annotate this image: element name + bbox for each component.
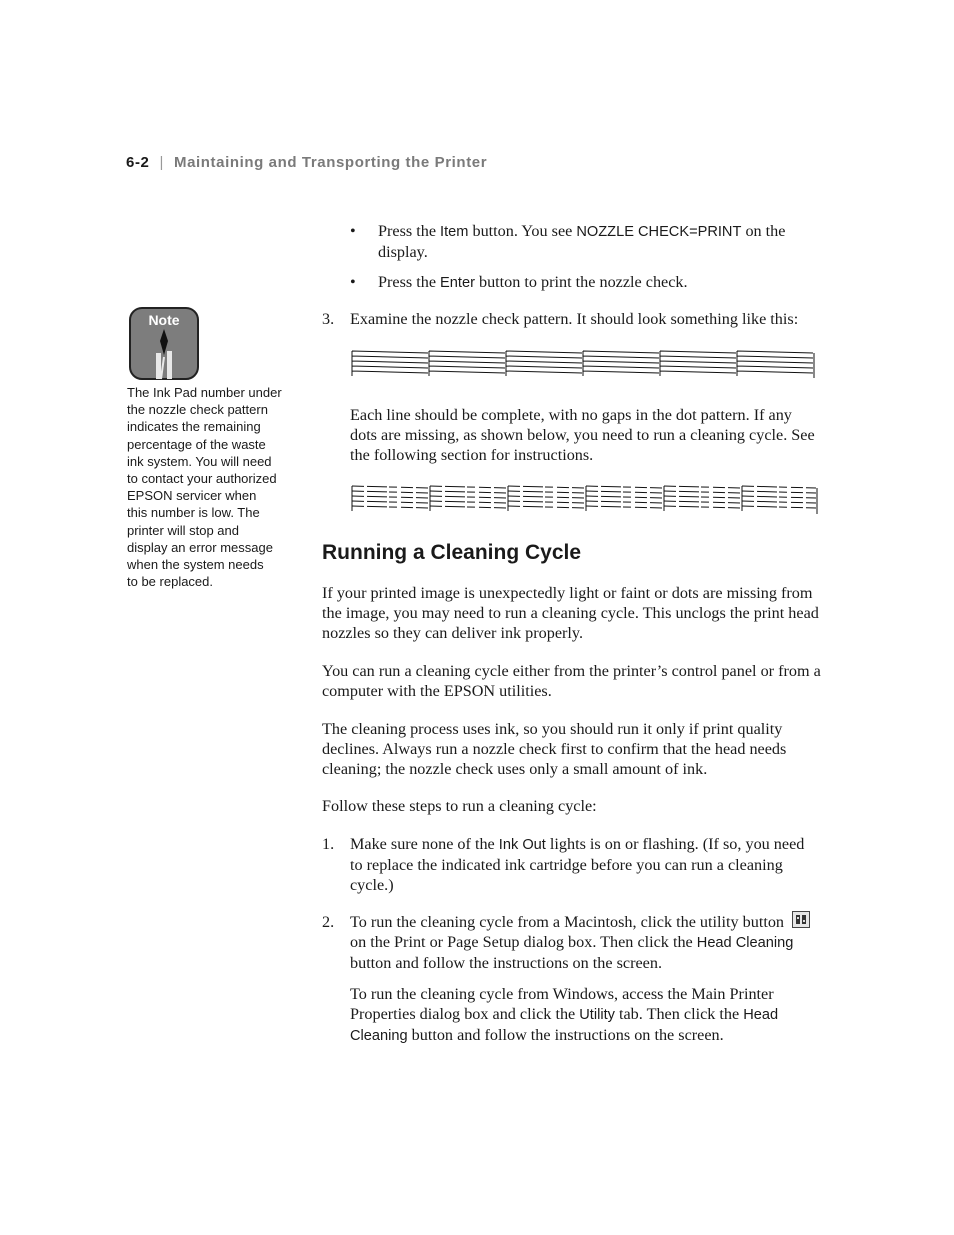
paragraph [322,661,842,701]
text-line: You can run a cleaning cycle either from the printer’s control panel or from a [322,662,821,680]
note-label: Note [148,312,180,328]
text-line: cycle.) [350,876,394,894]
ui-term-cleaning: Cleaning [350,1028,408,1044]
text-line: If your printed image is unexpectedly light or faint or dots are missing from [322,584,813,602]
running-header [126,154,487,171]
note-line: to contact your authorized [127,471,277,487]
note-line: EPSON servicer when [127,488,257,504]
bullet-symbol: • [350,273,356,291]
step-text: Examine the nozzle check pattern. It should look something like this: [350,310,799,328]
step-number: 3. [322,310,335,328]
ui-term-head: Head [743,1007,779,1023]
header-separator: | [159,154,164,171]
note-icon [129,307,199,380]
text-line: declines. Always run a nozzle check first to confirm that the head needs [322,740,787,758]
note-line: when the system needs [127,557,264,573]
note-line: the nozzle check pattern [127,402,268,418]
text: on the Print or Page Setup dialog box. Then click the [350,933,697,951]
ui-term-nozzle-check: NOZZLE CHECK=PRINT [576,224,742,240]
text: Properties dialog box and click the [350,1005,580,1023]
text-line: to replace the indicated ink cartridge before you can run a cleaning [350,856,783,874]
pencil-note-icon [129,307,199,380]
text-line: button and follow the instructions on the screen. [350,954,662,972]
section-heading: Running a Cleaning Cycle [322,541,582,564]
ui-term-enter: Enter [440,275,475,291]
step-number: 2. [322,913,335,931]
bullet-symbol: • [350,222,356,240]
text: tab. Then click the [614,1005,744,1023]
chapter-title: Maintaining and Transporting the Printer [173,154,488,171]
text: To run the cleaning cycle from a Macintosh, click the utility button [350,913,785,931]
text: Make sure none of the [350,835,499,853]
note-line: ink system. You will need [127,453,272,469]
text-line: the following section for instructions. [350,446,594,464]
text-line: The cleaning process uses ink, so you should run it only if print quality [322,720,783,738]
note-line: to be replaced. [127,574,214,590]
note-line: printer will stop and [127,522,239,538]
text-line: computer with the EPSON utilities. [322,682,552,700]
ui-term-item: Item [440,224,469,240]
paragraph [322,583,842,643]
utility-icon-glyph [793,912,809,927]
ui-term-utility: Utility [579,1007,615,1023]
paragraph [322,719,842,779]
note-line: display an error message [127,539,273,555]
ui-term-head-cleaning: Head Cleaning [696,935,794,951]
text: button. You see [468,222,577,240]
text-line: dots are missing, as shown below, you need to run a cleaning cycle. See [350,426,815,444]
text: on the [741,222,786,240]
text-line: cleaning; the nozzle check uses only a small amount of ink. [322,760,708,778]
nozzle-pattern-missing-dots [350,482,820,518]
text: Press the [378,273,441,291]
nozzle-pattern-good [350,347,818,381]
text: Press the [378,222,441,240]
text: lights is on or flashing. (If so, you need [545,835,805,853]
text-line: Each line should be complete, with no gaps in the dot pattern. If any [350,406,792,424]
text-line: nozzles so they can deliver ink properly. [322,624,584,642]
note-line: this number is low. The [127,505,260,521]
utility-button-icon [792,911,810,928]
text: button to print the nozzle check. [474,273,688,291]
text: display. [378,243,428,261]
paragraph: Follow these steps to run a cleaning cycle: [322,797,597,815]
ui-term-ink-out: Ink Out [498,837,546,853]
note-text [127,384,297,590]
text-line: To run the cleaning cycle from Windows, access the Main Printer [350,985,774,1003]
note-line: indicates the remaining [127,419,261,435]
page-number: 6-2 [126,154,150,171]
step-number: 1. [322,835,335,853]
text-line: the image, you may need to run a cleaning cycle. This unclogs the print head [322,604,819,622]
note-line: The Ink Pad number under [127,385,282,400]
text: button and follow the instructions on the screen. [407,1026,724,1044]
pattern-block [352,351,428,376]
pattern-explanation [350,405,850,465]
note-line: percentage of the waste [127,436,266,452]
